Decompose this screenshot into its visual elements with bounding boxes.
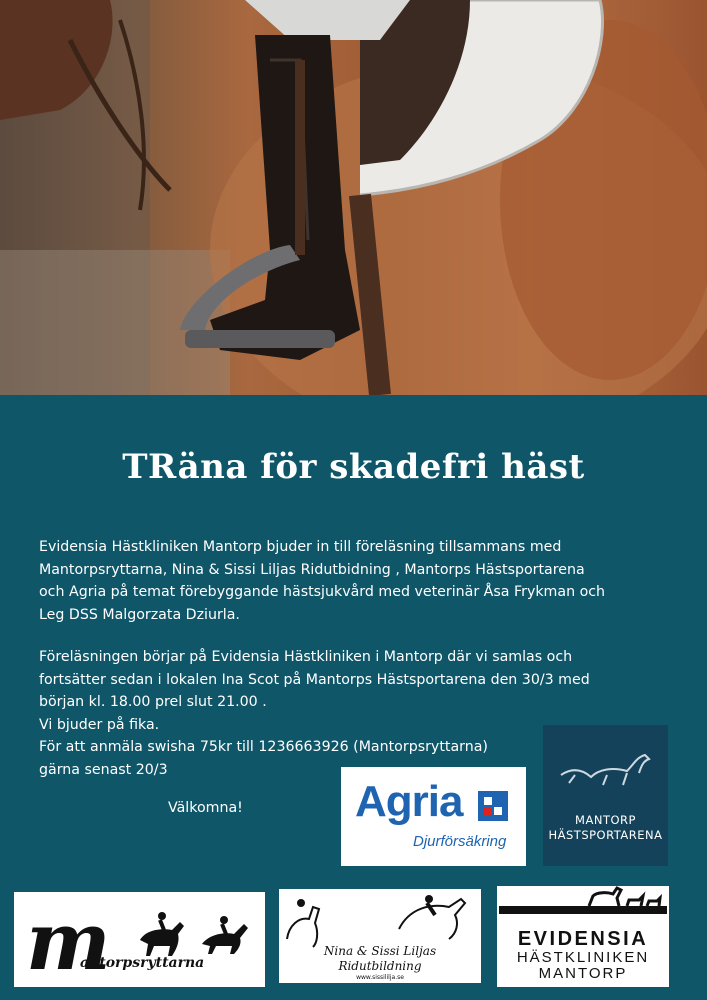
- horse-rider-illustration: [0, 0, 707, 395]
- mantorpsryttarna-logo: [14, 892, 265, 987]
- evidensia-logo: [497, 886, 669, 987]
- ryttarna-letter: m: [26, 894, 111, 987]
- details-line: Vi bjuder på fika.: [39, 716, 160, 733]
- agria-subtitle: Djurförsäkring: [413, 833, 507, 850]
- evidensia-line1: EVIDENSIA: [517, 928, 649, 950]
- agria-logo: [341, 767, 526, 866]
- intro-line: Evidensia Hästkliniken Mantorp bjuder in till föreläsning tillsammans med: [39, 539, 562, 555]
- details-line: gärna senast 20/3: [39, 761, 168, 778]
- mantorp-line2: HÄSTSPORTARENA: [548, 828, 663, 842]
- details-line: Föreläsningen börjar på Evidensia Hästkliniken i Mantorp där vi samlas och: [39, 649, 573, 665]
- ryttarna-text: antorpsryttarna: [80, 955, 205, 971]
- liljas-line1: Nina & Sissi Liljas: [323, 944, 437, 958]
- horse-outline-icon: [543, 725, 668, 805]
- details-line: början kl. 18.00 prel slut 21.00 .: [39, 694, 267, 711]
- evidensia-line2: HÄSTKLINIKEN: [516, 949, 650, 966]
- liljas-ridutbildning-logo: [279, 889, 481, 983]
- intro-line: Leg DSS Malgorzata Dziurla.: [39, 606, 240, 623]
- details-line: fortsätter sedan i lokalen Ina Scot på Mantorps Hästsportarena den 30/3 med: [39, 671, 590, 688]
- hero-photo: [0, 0, 707, 395]
- liljas-line2: Ridutbildning: [338, 959, 422, 973]
- agria-name: Agria: [355, 777, 463, 826]
- details-paragraph: [39, 646, 590, 782]
- intro-line: och Agria på temat förebyggande hästsjukvård med veterinär Åsa Frykman och: [39, 584, 606, 601]
- agria-square-icon: [478, 791, 508, 821]
- horse-dogs-icon: [497, 886, 669, 908]
- page-title: TRäna för skadefri häst: [122, 447, 585, 487]
- details-line: För att anmäla swisha 75kr till 1236663926 (Mantorpsryttarna): [39, 739, 488, 756]
- welcome-text: Välkomna!: [168, 800, 243, 816]
- evidensia-line3: MANTORP: [538, 965, 628, 982]
- mantorp-line1: MANTORP: [575, 813, 636, 827]
- intro-line: Mantorpsryttarna, Nina & Sissi Liljas Ridutbidning , Mantorps Hästsportarena: [39, 561, 585, 578]
- dressage-jumping-horses-icon: [279, 889, 481, 949]
- liljas-url: www.sissililja.se: [356, 974, 404, 981]
- horse-riders-icon: [136, 900, 256, 960]
- evidensia-bar: [499, 906, 667, 914]
- mantorp-arena-logo: [543, 725, 668, 866]
- intro-paragraph: [39, 536, 605, 626]
